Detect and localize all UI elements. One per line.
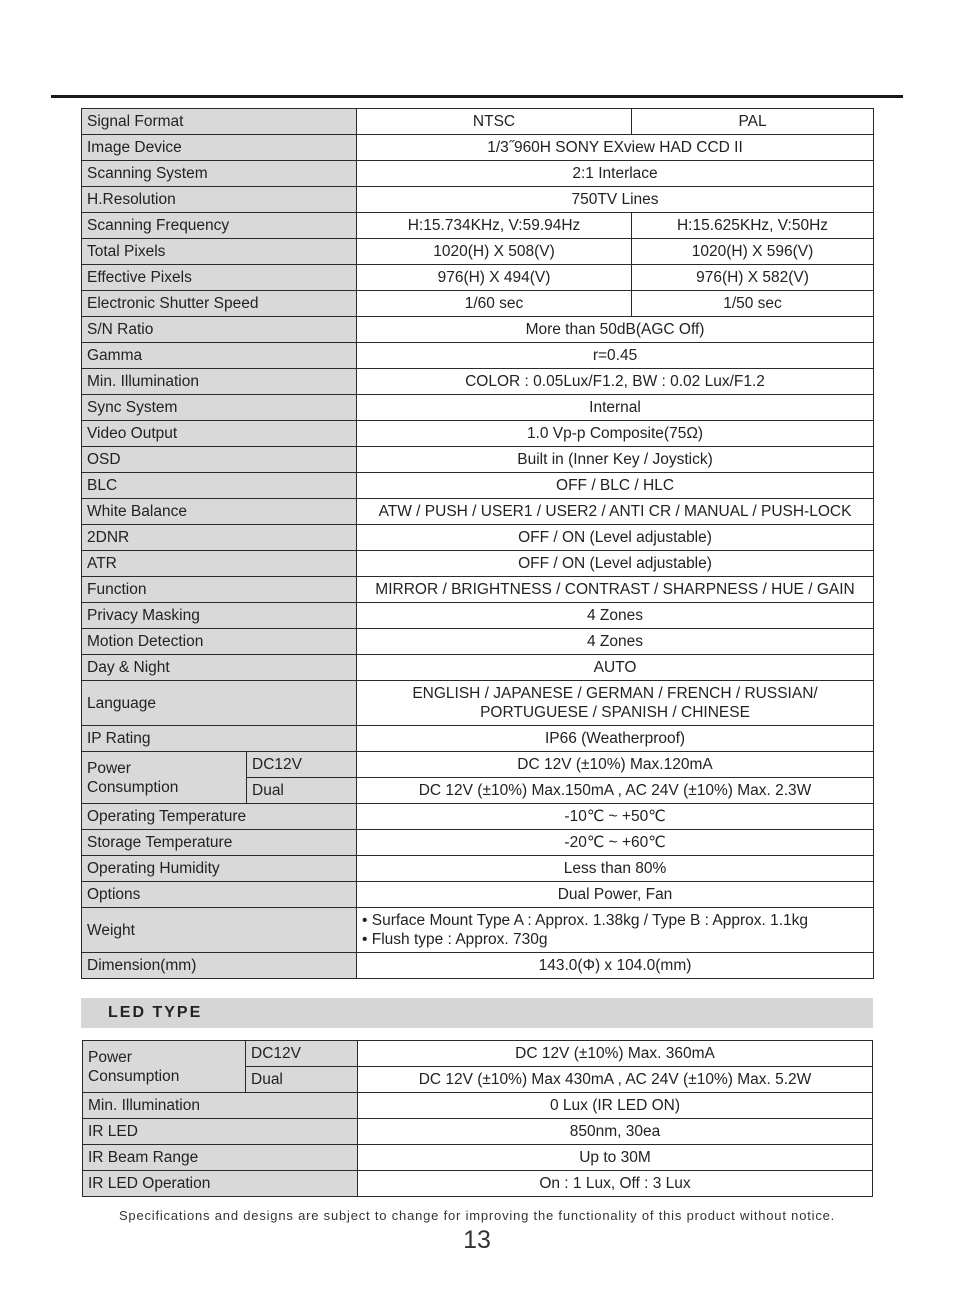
- led-sublabel: DC12V: [246, 1041, 358, 1067]
- spec-value: [357, 908, 874, 953]
- spec-row-function: [82, 577, 874, 603]
- spec-value: Dual Power, Fan: [357, 882, 874, 908]
- led-power-label-line-2: Consumption: [88, 1067, 180, 1085]
- spec-value-pal: 976(H) X 582(V): [632, 265, 874, 291]
- led-value: DC 12V (±10%) Max. 360mA: [358, 1041, 873, 1067]
- led-type-title: LED TYPE: [108, 1004, 203, 1021]
- spec-label: Electronic Shutter Speed: [82, 291, 357, 317]
- spec-row-h-resolution: [82, 187, 874, 213]
- spec-sublabel: Dual: [247, 778, 357, 804]
- spec-row-effective-pixels: [82, 265, 874, 291]
- led-row-min-illumination: [83, 1093, 873, 1119]
- spec-label: Day & Night: [82, 655, 357, 681]
- spec-sublabel: DC12V: [247, 752, 357, 778]
- spec-value: IP66 (Weatherproof): [357, 726, 874, 752]
- spec-label: Signal Format: [82, 109, 357, 135]
- spec-value: Less than 80%: [357, 856, 874, 882]
- spec-label: Operating Humidity: [82, 856, 357, 882]
- led-value: DC 12V (±10%) Max 430mA , AC 24V (±10%) Max. 5.2W: [358, 1067, 873, 1093]
- spec-row-privacy-masking: [82, 603, 874, 629]
- spec-value: [357, 681, 874, 726]
- spec-value: Internal: [357, 395, 874, 421]
- led-spec-table: [82, 1040, 873, 1197]
- spec-label: Motion Detection: [82, 629, 357, 655]
- spec-row-gamma: [82, 343, 874, 369]
- spec-value-pal: H:15.625KHz, V:50Hz: [632, 213, 874, 239]
- spec-row-day-night: [82, 655, 874, 681]
- spec-row-dimension: [82, 953, 874, 979]
- spec-value: OFF / BLC / HLC: [357, 473, 874, 499]
- spec-value: DC 12V (±10%) Max.150mA , AC 24V (±10%) Max. 2.3W: [357, 778, 874, 804]
- led-value: On : 1 Lux, Off : 3 Lux: [358, 1171, 873, 1197]
- spec-value: 4 Zones: [357, 603, 874, 629]
- led-row-ir-led-operation: [83, 1171, 873, 1197]
- top-rule: [51, 95, 903, 98]
- spec-value: More than 50dB(AGC Off): [357, 317, 874, 343]
- spec-label: Operating Temperature: [82, 804, 357, 830]
- led-row-ir-led: [83, 1119, 873, 1145]
- led-label-power: [83, 1041, 246, 1093]
- spec-label: S/N Ratio: [82, 317, 357, 343]
- spec-label: Scanning Frequency: [82, 213, 357, 239]
- led-sublabel: Dual: [246, 1067, 358, 1093]
- spec-row-weight: [82, 908, 874, 953]
- spec-value-ntsc: NTSC: [357, 109, 632, 135]
- spec-value: 4 Zones: [357, 629, 874, 655]
- spec-value: AUTO: [357, 655, 874, 681]
- spec-label: 2DNR: [82, 525, 357, 551]
- spec-value: MIRROR / BRIGHTNESS / CONTRAST / SHARPNESS / HUE / GAIN: [357, 577, 874, 603]
- spec-label: Effective Pixels: [82, 265, 357, 291]
- spec-table: [81, 108, 874, 979]
- spec-label: Scanning System: [82, 161, 357, 187]
- spec-row-osd: [82, 447, 874, 473]
- spec-value: 750TV Lines: [357, 187, 874, 213]
- spec-label: Image Device: [82, 135, 357, 161]
- spec-value: 143.0(Φ) x 104.0(mm): [357, 953, 874, 979]
- spec-row-total-pixels: [82, 239, 874, 265]
- spec-value: Built in (Inner Key / Joystick): [357, 447, 874, 473]
- spec-label: Language: [82, 681, 357, 726]
- led-label: IR Beam Range: [83, 1145, 358, 1171]
- spec-value-ntsc: 976(H) X 494(V): [357, 265, 632, 291]
- led-label: IR LED: [83, 1119, 358, 1145]
- spec-value: COLOR : 0.05Lux/F1.2, BW : 0.02 Lux/F1.2: [357, 369, 874, 395]
- spec-row-signal-format: [82, 109, 874, 135]
- spec-row-operating-humidity: [82, 856, 874, 882]
- spec-row-white-balance: [82, 499, 874, 525]
- spec-value-pal: PAL: [632, 109, 874, 135]
- led-label: Min. Illumination: [83, 1093, 358, 1119]
- spec-row-shutter-speed: [82, 291, 874, 317]
- led-label: IR LED Operation: [83, 1171, 358, 1197]
- spec-label: OSD: [82, 447, 357, 473]
- spec-value: -20℃ ~ +60℃: [357, 830, 874, 856]
- spec-value: r=0.45: [357, 343, 874, 369]
- spec-label: BLC: [82, 473, 357, 499]
- spec-label: Dimension(mm): [82, 953, 357, 979]
- spec-label: Options: [82, 882, 357, 908]
- power-label-line-1: Power: [87, 759, 131, 777]
- page-number: 13: [463, 1226, 491, 1254]
- spec-row-scanning-frequency: [82, 213, 874, 239]
- spec-row-ip-rating: [82, 726, 874, 752]
- spec-row-min-illumination: [82, 369, 874, 395]
- spec-label: Function: [82, 577, 357, 603]
- spec-label: IP Rating: [82, 726, 357, 752]
- spec-label: Weight: [82, 908, 357, 953]
- spec-row-scanning-system: [82, 161, 874, 187]
- language-line-2: PORTUGUESE / SPANISH / CHINESE: [480, 704, 750, 721]
- spec-label: Total Pixels: [82, 239, 357, 265]
- led-power-label-line-1: Power: [88, 1048, 132, 1066]
- spec-label: Gamma: [82, 343, 357, 369]
- spec-value: 1.0 Vp-p Composite(75Ω): [357, 421, 874, 447]
- spec-row-operating-temperature: [82, 804, 874, 830]
- spec-row-options: [82, 882, 874, 908]
- spec-value: ATW / PUSH / USER1 / USER2 / ANTI CR / MANUAL / PUSH-LOCK: [357, 499, 874, 525]
- language-line-1: ENGLISH / JAPANESE / GERMAN / FRENCH / RUSSIAN/: [412, 685, 818, 702]
- spec-value-pal: 1/50 sec: [632, 291, 874, 317]
- spec-value: OFF / ON (Level adjustable): [357, 525, 874, 551]
- spec-value: 2:1 Interlace: [357, 161, 874, 187]
- spec-value-pal: 1020(H) X 596(V): [632, 239, 874, 265]
- spec-row-language: [82, 681, 874, 726]
- weight-line-1: • Surface Mount Type A : Approx. 1.38kg / Type B : Approx. 1.1kg: [362, 912, 809, 929]
- spec-row-storage-temperature: [82, 830, 874, 856]
- spec-row-sn-ratio: [82, 317, 874, 343]
- spec-label: White Balance: [82, 499, 357, 525]
- spec-value: DC 12V (±10%) Max.120mA: [357, 752, 874, 778]
- power-label-line-2: Consumption: [87, 778, 179, 796]
- spec-label: H.Resolution: [82, 187, 357, 213]
- led-row-ir-beam-range: [83, 1145, 873, 1171]
- spec-value: -10℃ ~ +50℃: [357, 804, 874, 830]
- spec-label: Storage Temperature: [82, 830, 357, 856]
- spec-value: 1/3˝960H SONY EXview HAD CCD II: [357, 135, 874, 161]
- footnote: Specifications and designs are subject to change for improving the functionality of this product without notice.: [118, 1208, 836, 1223]
- spec-label: Sync System: [82, 395, 357, 421]
- spec-value: OFF / ON (Level adjustable): [357, 551, 874, 577]
- led-row-power-dc12v: [83, 1041, 873, 1067]
- spec-row-atr: [82, 551, 874, 577]
- spec-row-image-device: [82, 135, 874, 161]
- spec-row-power-dc12v: [82, 752, 874, 778]
- spec-label: Min. Illumination: [82, 369, 357, 395]
- spec-row-blc: [82, 473, 874, 499]
- spec-row-2dnr: [82, 525, 874, 551]
- spec-row-sync-system: [82, 395, 874, 421]
- spec-value-ntsc: 1020(H) X 508(V): [357, 239, 632, 265]
- led-type-banner: [81, 998, 873, 1028]
- spec-label-power: [82, 752, 247, 804]
- spec-label: Privacy Masking: [82, 603, 357, 629]
- spec-label: Video Output: [82, 421, 357, 447]
- led-value: 0 Lux (IR LED ON): [358, 1093, 873, 1119]
- spec-value-ntsc: H:15.734KHz, V:59.94Hz: [357, 213, 632, 239]
- spec-row-video-output: [82, 421, 874, 447]
- spec-row-motion-detection: [82, 629, 874, 655]
- spec-value-ntsc: 1/60 sec: [357, 291, 632, 317]
- led-value: 850nm, 30ea: [358, 1119, 873, 1145]
- led-value: Up to 30M: [358, 1145, 873, 1171]
- spec-label: ATR: [82, 551, 357, 577]
- weight-line-2: • Flush type : Approx. 730g: [362, 931, 548, 948]
